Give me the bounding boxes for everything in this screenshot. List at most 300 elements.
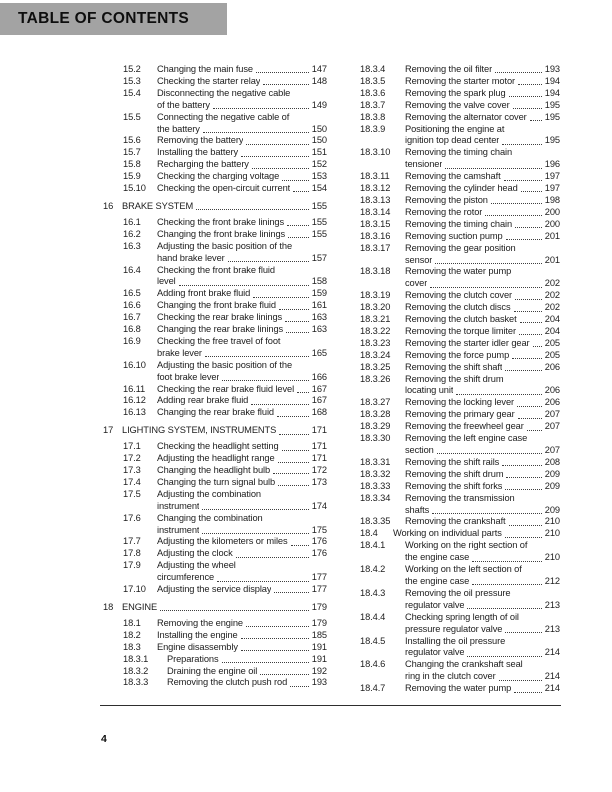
dotted-leader xyxy=(491,203,542,204)
toc-entry-line xyxy=(405,159,560,171)
toc-entry-number: 16.7 xyxy=(123,312,141,323)
dotted-leader xyxy=(467,608,541,609)
toc-entry-title: Removing the clutch push rod xyxy=(167,677,288,688)
toc-entry-page: 179 xyxy=(311,601,327,612)
toc-entry-page: 194 xyxy=(544,75,560,86)
toc-entry-number: 18.3.2 xyxy=(123,665,149,676)
toc-entry-line xyxy=(157,536,327,548)
toc-entry-number: 17 xyxy=(103,425,114,436)
dotted-leader xyxy=(202,509,308,510)
toc-entry-number: 18.1 xyxy=(123,617,141,628)
toc-entry-line xyxy=(157,300,327,312)
toc-entry-line xyxy=(405,183,560,195)
toc-entry-line xyxy=(157,525,327,537)
toc-entry-body xyxy=(405,433,560,457)
toc-entry-title: ENGINE xyxy=(122,601,158,612)
dotted-leader xyxy=(256,72,309,73)
dotted-leader xyxy=(228,261,309,262)
toc-entry-number: 17.9 xyxy=(123,560,141,571)
toc-entry-title: regulator valve xyxy=(405,647,465,658)
toc-entry-line xyxy=(405,112,560,124)
toc-entry-page: 204 xyxy=(544,314,560,325)
toc-entry-page: 155 xyxy=(311,200,327,211)
toc-entry-number: 18.4.4 xyxy=(360,611,386,622)
toc-entry xyxy=(103,201,327,213)
toc-entry-body xyxy=(405,374,560,398)
toc-entry xyxy=(103,477,327,489)
toc-entry-title: Preparations xyxy=(167,653,219,664)
toc-entry-line xyxy=(405,552,560,564)
toc-entry-body xyxy=(157,265,327,289)
toc-entry xyxy=(360,76,560,88)
dotted-leader xyxy=(506,239,542,240)
toc-entry-body xyxy=(157,513,327,537)
dotted-leader xyxy=(495,72,542,73)
toc-entry-line xyxy=(405,302,560,314)
toc-entry-number: 16.11 xyxy=(123,383,146,394)
toc-entry-number: 15.5 xyxy=(123,111,141,122)
dotted-leader xyxy=(435,263,541,264)
toc-entry xyxy=(103,630,327,642)
toc-entry-title-line: Positioning the engine at xyxy=(405,123,505,134)
toc-entry-page: 179 xyxy=(311,617,327,628)
toc-entry-title: Removing the spark plug xyxy=(405,87,506,98)
toc-entry-title: sensor xyxy=(405,254,433,265)
toc-entry-number: 16.8 xyxy=(123,324,141,335)
dotted-leader xyxy=(279,434,309,435)
dotted-leader xyxy=(241,638,309,639)
dotted-leader xyxy=(297,392,309,393)
toc-entry-body xyxy=(405,421,560,433)
toc-entry xyxy=(360,266,560,290)
toc-entry-number: 18.3.1 xyxy=(123,653,149,664)
dotted-leader xyxy=(277,416,309,417)
toc-entry-title-line: Removing the left engine case xyxy=(405,433,528,444)
dotted-leader xyxy=(285,321,309,322)
toc-entry-number: 16.1 xyxy=(123,216,141,227)
toc-entry-title: hand brake lever xyxy=(157,252,225,263)
dotted-leader xyxy=(512,358,542,359)
toc-entry-line xyxy=(157,183,327,195)
toc-entry-body xyxy=(405,76,560,88)
toc-entry-line xyxy=(157,572,327,584)
toc-entry-page: 213 xyxy=(544,623,560,634)
toc-entry-body xyxy=(157,183,327,195)
toc-entry xyxy=(103,217,327,229)
toc-entry xyxy=(103,324,327,336)
toc-entry-number: 17.10 xyxy=(123,584,146,595)
toc-entry-body xyxy=(157,112,327,136)
toc-entry-title: Removing the force pump xyxy=(405,349,510,360)
toc-entry-body xyxy=(405,266,560,290)
dotted-leader xyxy=(472,584,542,585)
toc-entry xyxy=(103,112,327,136)
toc-entry-title: Removing the valve cover xyxy=(405,99,510,110)
toc-entry-line xyxy=(157,395,327,407)
toc-entry-line xyxy=(157,64,327,76)
toc-entry-title-line: Adjusting the basic position of the xyxy=(157,359,293,370)
toc-entry-title: Removing the camshaft xyxy=(405,171,501,182)
toc-entry-number: 17.2 xyxy=(123,453,141,464)
toc-entry-title: Removing the timing chain xyxy=(405,218,513,229)
dotted-leader xyxy=(253,297,309,298)
toc-entry-line xyxy=(405,219,560,231)
toc-entry-page: 202 xyxy=(544,302,560,313)
toc-entry-title: Removing the shift drum xyxy=(405,468,504,479)
toc-entry-body xyxy=(405,493,560,517)
toc-entry-line xyxy=(405,338,560,350)
toc-entry-title-line: Working on the right section of xyxy=(405,540,528,551)
toc-entry-number: 18.3.23 xyxy=(360,337,391,348)
toc-entry xyxy=(103,241,327,265)
toc-entry-page: 171 xyxy=(311,441,327,452)
toc-entry-line xyxy=(405,516,560,528)
toc-entry-line xyxy=(157,253,327,265)
toc-entry-title-line: Removing the timing chain xyxy=(405,147,513,158)
toc-entry xyxy=(103,64,327,76)
toc-entry-body xyxy=(157,241,327,265)
toc-entry-page: 201 xyxy=(544,230,560,241)
toc-entry-body xyxy=(405,314,560,326)
toc-entry-page: 168 xyxy=(311,407,327,418)
toc-entry-page: 202 xyxy=(544,278,560,289)
toc-entry-page: 195 xyxy=(544,135,560,146)
toc-entry-page: 147 xyxy=(311,64,327,74)
toc-entry-title-line: Adjusting the combination xyxy=(157,488,261,499)
toc-entry-number: 16.5 xyxy=(123,288,141,299)
toc-entry-page: 175 xyxy=(311,524,327,535)
toc-entry-body xyxy=(157,76,327,88)
toc-entry xyxy=(103,666,327,678)
toc-entry-line xyxy=(405,624,560,636)
toc-entry-line xyxy=(405,362,560,374)
toc-entry-title: Removing the shift forks xyxy=(405,480,503,491)
dotted-leader xyxy=(445,168,541,169)
toc-entry-line xyxy=(405,600,560,612)
toc-entry-body xyxy=(157,288,327,300)
toc-entry-line xyxy=(405,290,560,302)
toc-entry-body xyxy=(157,560,327,584)
toc-entry xyxy=(360,64,560,76)
toc-entry-number: 18.3.13 xyxy=(360,194,391,205)
toc-entry-title-line: Checking spring length of oil xyxy=(405,611,519,622)
toc-entry-number: 18.3.9 xyxy=(360,123,386,134)
toc-entry-page: 165 xyxy=(311,347,327,358)
toc-entry-title: Removing the engine xyxy=(157,617,243,628)
toc-entry-page: 171 xyxy=(311,425,327,436)
toc-entry-page: 213 xyxy=(544,599,560,610)
toc-entry xyxy=(103,618,327,630)
toc-entry-line xyxy=(405,385,560,397)
toc-entry-title: Removing the shift rails xyxy=(405,456,500,467)
toc-entry-page: 154 xyxy=(311,183,327,194)
toc-entry-line xyxy=(167,654,327,666)
toc-entry-line xyxy=(157,124,327,136)
toc-entry-title: Checking the open-circuit current xyxy=(157,183,291,194)
toc-entry xyxy=(360,493,560,517)
toc-entry-number: 18.4.7 xyxy=(360,683,386,694)
toc-entry-title-line: Connecting the negative cable of xyxy=(157,111,290,122)
toc-entry-body xyxy=(405,683,560,695)
dotted-leader xyxy=(504,180,542,181)
dotted-leader xyxy=(282,450,309,451)
toc-entry xyxy=(360,350,560,362)
toc-entry-page: 209 xyxy=(544,480,560,491)
toc-entry-body xyxy=(405,124,560,148)
toc-entry-number: 17.6 xyxy=(123,512,141,523)
toc-entry-title: Adjusting the headlight range xyxy=(157,453,275,464)
toc-entry-title: Removing the piston xyxy=(405,194,488,205)
toc-entry xyxy=(103,135,327,147)
toc-entry-body xyxy=(157,336,327,360)
dotted-leader xyxy=(514,311,542,312)
toc-entry-title: Changing the front brake fluid xyxy=(157,300,276,311)
dotted-leader xyxy=(273,473,309,474)
toc-entry-page: 193 xyxy=(544,64,560,74)
toc-entry xyxy=(360,88,560,100)
toc-entry-number: 18.3.16 xyxy=(360,230,391,241)
toc-entry-page: 204 xyxy=(544,325,560,336)
toc-entry-body xyxy=(157,477,327,489)
dotted-leader xyxy=(263,84,308,85)
toc-entry-title: Adjusting the clock xyxy=(157,548,233,559)
toc-entry-title: Removing the oil filter xyxy=(405,64,493,74)
toc-entry xyxy=(103,441,327,453)
toc-entry-page: 191 xyxy=(311,641,327,652)
toc-entry-number: 18.4.1 xyxy=(360,540,386,551)
toc-entry xyxy=(103,453,327,465)
dotted-leader xyxy=(518,84,542,85)
toc-entry xyxy=(103,229,327,241)
toc-entry-body xyxy=(405,409,560,421)
dotted-leader xyxy=(521,191,542,192)
toc-entry-page: 155 xyxy=(311,216,327,227)
toc-entry-body xyxy=(405,636,560,660)
toc-entry-title-line: Installing the oil pressure xyxy=(405,635,506,646)
toc-entry-number: 15.8 xyxy=(123,159,141,170)
toc-entry-number: 16.10 xyxy=(123,359,146,370)
toc-entry-number: 18.3.34 xyxy=(360,492,391,503)
toc-column-right xyxy=(360,64,560,695)
toc-entry-title: Adding front brake fluid xyxy=(157,288,251,299)
toc-entry-body xyxy=(405,207,560,219)
toc-entry xyxy=(103,548,327,560)
toc-entry-line xyxy=(157,348,327,360)
toc-entry-page: 152 xyxy=(311,159,327,170)
toc-entry-number: 18.3 xyxy=(123,641,141,652)
toc-entry-number: 18.3.11 xyxy=(360,171,390,182)
dotted-leader xyxy=(515,227,542,228)
toc-entry xyxy=(360,338,560,350)
toc-entry-number: 18.3.24 xyxy=(360,349,391,360)
toc-entry xyxy=(103,265,327,289)
dotted-leader xyxy=(509,525,542,526)
toc-entry-line xyxy=(157,584,327,596)
toc-entry-body xyxy=(157,64,327,76)
toc-entry-title: Adding rear brake fluid xyxy=(157,395,249,406)
toc-entry-line xyxy=(157,372,327,384)
toc-entry-line xyxy=(157,501,327,513)
toc-entry-body xyxy=(157,489,327,513)
toc-entry-body xyxy=(122,602,327,614)
toc-entry-line xyxy=(157,312,327,324)
toc-entry-title: instrument xyxy=(157,500,200,511)
toc-entry xyxy=(360,457,560,469)
toc-entry-line xyxy=(157,548,327,560)
toc-entry-title: section xyxy=(405,445,434,455)
page-header-band xyxy=(0,3,227,35)
toc-entry xyxy=(360,433,560,457)
toc-entry-line xyxy=(157,171,327,183)
toc-entry xyxy=(360,636,560,660)
toc-entry-body xyxy=(157,147,327,159)
toc-entry-line xyxy=(405,481,560,493)
toc-entry xyxy=(103,536,327,548)
toc-entry-line xyxy=(405,171,560,183)
dotted-leader xyxy=(533,346,542,347)
toc-entry-body xyxy=(405,469,560,481)
toc-entry xyxy=(103,312,327,324)
toc-entry-page: 192 xyxy=(311,665,327,676)
toc-entry-body xyxy=(405,588,560,612)
toc-entry-body xyxy=(157,584,327,596)
toc-entry xyxy=(103,147,327,159)
dotted-leader xyxy=(286,332,309,333)
toc-entry-page: 214 xyxy=(544,683,560,694)
toc-entry-body xyxy=(122,201,327,213)
toc-entry xyxy=(360,659,560,683)
toc-entry-number: 16 xyxy=(103,200,114,211)
toc-entry-title: Changing the rear brake fluid xyxy=(157,407,275,418)
toc-entry-body xyxy=(167,654,327,666)
toc-entry xyxy=(103,159,327,171)
dotted-leader xyxy=(246,626,309,627)
toc-entry-title: Removing the starter motor xyxy=(405,75,516,86)
toc-entry-body xyxy=(405,326,560,338)
toc-entry-number: 18.3.19 xyxy=(360,290,391,301)
toc-entry-number: 17.1 xyxy=(123,441,141,452)
dotted-leader xyxy=(202,533,308,534)
toc-entry-number: 18.4.5 xyxy=(360,635,386,646)
toc-entry-number: 15.2 xyxy=(123,64,141,74)
dotted-leader xyxy=(205,356,309,357)
toc-entry-page: 163 xyxy=(311,312,327,323)
toc-entry-title: locating unit xyxy=(405,385,454,396)
toc-entry xyxy=(103,183,327,195)
dotted-leader xyxy=(530,120,542,121)
toc-entry-body xyxy=(157,407,327,419)
toc-entry-body xyxy=(405,350,560,362)
toc-entry-body xyxy=(157,453,327,465)
dotted-leader xyxy=(290,686,309,687)
dotted-leader xyxy=(241,650,309,651)
toc-entry-page: 207 xyxy=(544,409,560,420)
dotted-leader xyxy=(217,581,309,582)
toc-entry-line xyxy=(405,278,560,290)
page-number: 4 xyxy=(101,733,107,745)
toc-entry-page: 163 xyxy=(311,324,327,335)
toc-entry-line xyxy=(405,671,560,683)
toc-entry-line xyxy=(157,276,327,288)
toc-entry-line xyxy=(157,618,327,630)
dotted-leader xyxy=(293,191,309,192)
toc-entry-title: Checking the headlight setting xyxy=(157,441,279,452)
toc-entry-number: 16.3 xyxy=(123,240,141,251)
toc-entry-body xyxy=(405,147,560,171)
toc-entry xyxy=(360,469,560,481)
toc-entry-body xyxy=(157,300,327,312)
toc-entry-number: 18.4.6 xyxy=(360,659,386,670)
toc-entry-line xyxy=(405,469,560,481)
toc-entry-title: Removing the locking lever xyxy=(405,397,515,408)
toc-entry-line xyxy=(157,384,327,396)
dotted-leader xyxy=(520,322,542,323)
toc-entry-line xyxy=(405,135,560,147)
toc-entry-line xyxy=(405,88,560,100)
toc-entry-number: 15.4 xyxy=(123,87,141,98)
toc-entry-title-line: Checking the free travel of foot xyxy=(157,335,281,346)
dotted-leader xyxy=(251,404,309,405)
toc-entry-page: 208 xyxy=(544,456,560,467)
toc-entry xyxy=(360,326,560,338)
toc-entry-line xyxy=(405,100,560,112)
toc-entry-number: 18.3.7 xyxy=(360,99,386,110)
toc-entry-body xyxy=(405,219,560,231)
toc-entry xyxy=(103,395,327,407)
toc-entry-line xyxy=(157,217,327,229)
toc-entry xyxy=(103,489,327,513)
toc-entry-line xyxy=(405,576,560,588)
toc-entry-body xyxy=(405,243,560,267)
toc-entry-title: Removing the torque limiter xyxy=(405,325,516,336)
toc-entry-line xyxy=(157,630,327,642)
toc-entry-number: 18.3.26 xyxy=(360,373,391,384)
toc-entry-number: 18.3.31 xyxy=(360,456,391,467)
dotted-leader xyxy=(456,394,541,395)
toc-entry-title-line: Changing the combination xyxy=(157,512,263,523)
toc-entry-line xyxy=(405,195,560,207)
toc-entry-body xyxy=(157,171,327,183)
toc-entry-body xyxy=(157,618,327,630)
toc-entry-title: BRAKE SYSTEM xyxy=(122,200,194,211)
toc-entry-number: 18.3.18 xyxy=(360,266,391,277)
toc-entry-page: 195 xyxy=(544,99,560,110)
toc-entry-number: 18 xyxy=(103,601,114,612)
toc-entry-page: 202 xyxy=(544,290,560,301)
toc-column-left xyxy=(103,64,327,689)
dotted-leader xyxy=(236,557,309,558)
toc-entry-number: 18.4.3 xyxy=(360,587,386,598)
toc-entry-title: Removing the battery xyxy=(157,135,244,146)
dotted-leader xyxy=(527,430,542,431)
toc-entry-title: Removing the starter idler gear xyxy=(405,337,530,348)
toc-entry-body xyxy=(405,171,560,183)
toc-entry-line xyxy=(157,465,327,477)
toc-entry-line xyxy=(405,409,560,421)
toc-entry-number: 18.3.30 xyxy=(360,433,391,444)
dotted-leader xyxy=(509,96,542,97)
toc-entry-page: 166 xyxy=(311,371,327,382)
toc-entry-page: 191 xyxy=(311,653,327,664)
toc-entry-title: Removing the clutch cover xyxy=(405,290,513,301)
toc-entry-page: 167 xyxy=(311,383,327,394)
toc-entry-line xyxy=(122,602,327,614)
toc-entry-page: 149 xyxy=(311,99,327,110)
toc-entry-number: 18.3.20 xyxy=(360,302,391,313)
dotted-leader xyxy=(505,489,541,490)
toc-entry-number: 15.6 xyxy=(123,135,141,146)
toc-entry-title: Removing the clutch discs xyxy=(405,302,511,313)
